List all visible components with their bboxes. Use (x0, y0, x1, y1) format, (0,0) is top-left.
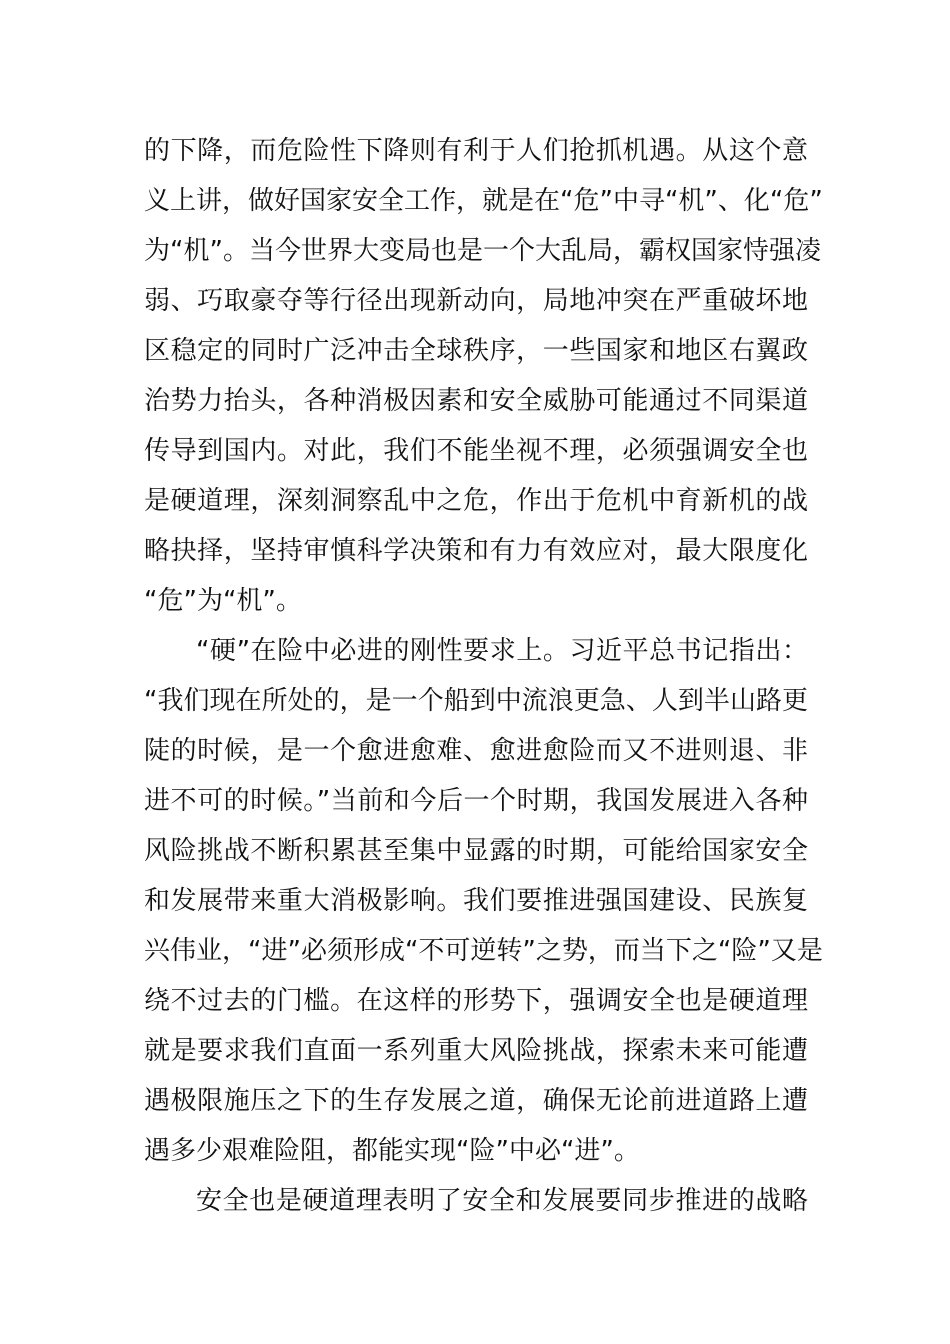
text-line: 弱、巧取豪夺等行径出现新动向，局地冲突在严重破坏地 (144, 286, 808, 316)
text-line: 陡的时候，是一个愈进愈难、愈进愈险而又不进则退、非 (144, 736, 808, 766)
text-line: “硬”在险中必进的刚性要求上。习近平总书记指出： (196, 636, 808, 666)
text-line: 略抉择，坚持审慎科学决策和有力有效应对，最大限度化 (144, 536, 808, 566)
text-line: 和发展带来重大消极影响。我们要推进强国建设、民族复 (144, 886, 808, 916)
text-line: 传导到国内。对此，我们不能坐视不理，必须强调安全也 (144, 436, 808, 466)
text-line: 进不可的时候。”当前和今后一个时期，我国发展进入各种 (144, 786, 808, 816)
text-line: 义上讲，做好国家安全工作，就是在“危”中寻“机”、化“危” (144, 186, 823, 216)
text-line: “危”为“机”。 (144, 586, 302, 616)
text-line: 绕不过去的门槛。在这样的形势下，强调安全也是硬道理 (144, 986, 808, 1016)
text-line: 遇极限施压之下的生存发展之道，确保无论前进道路上遭 (144, 1086, 808, 1116)
text-line: “我们现在所处的，是一个船到中流浪更急、人到半山路更 (144, 686, 808, 716)
text-line: 区稳定的同时广泛冲击全球秩序，一些国家和地区右翼政 (144, 336, 808, 366)
document-body (144, 126, 823, 1226)
text-line: 遇多少艰难险阻，都能实现“险”中必“进”。 (144, 1136, 640, 1166)
paragraph-2 (144, 626, 823, 1176)
text-line: 就是要求我们直面一系列重大风险挑战，探索未来可能遭 (144, 1036, 808, 1066)
text-line: 治势力抬头，各种消极因素和安全威胁可能通过不同渠道 (144, 386, 808, 416)
text-line: 兴伟业，“进”必须形成“不可逆转”之势，而当下之“险”又是 (144, 936, 823, 966)
paragraph-3 (144, 1176, 808, 1226)
text-line: 安全也是硬道理表明了安全和发展要同步推进的战略 (196, 1186, 808, 1216)
text-line: 的下降，而危险性下降则有利于人们抢抓机遇。从这个意 (144, 136, 808, 166)
text-line: 是硬道理，深刻洞察乱中之危，作出于危机中育新机的战 (144, 486, 808, 516)
paragraph-1 (144, 126, 823, 626)
text-line: 风险挑战不断积累甚至集中显露的时期，可能给国家安全 (144, 836, 808, 866)
text-line: 为“机”。当今世界大变局也是一个大乱局，霸权国家恃强凌 (144, 236, 821, 266)
